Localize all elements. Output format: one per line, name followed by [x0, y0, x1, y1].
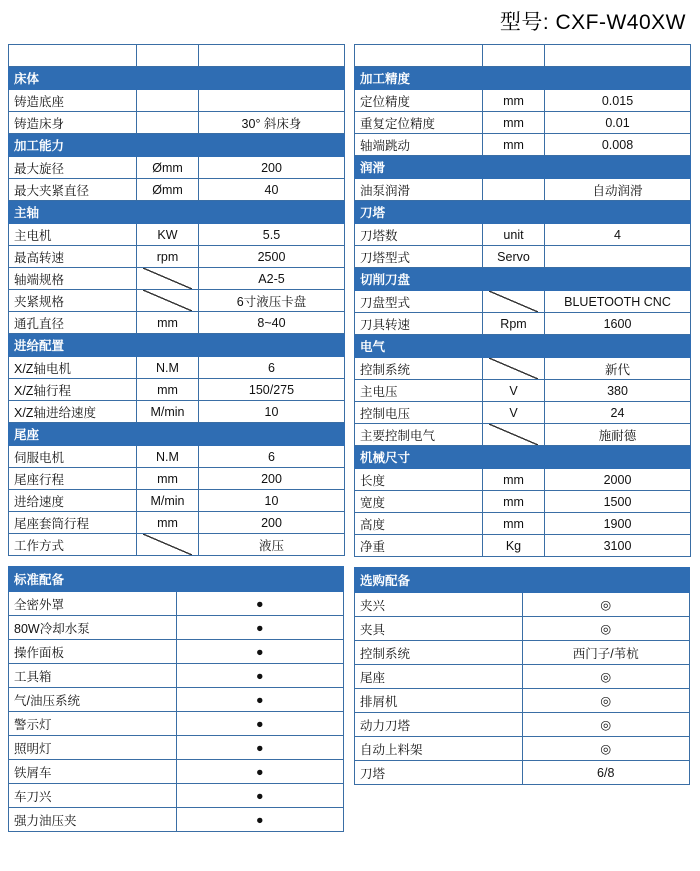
spec-value: 24: [545, 402, 691, 424]
spec-param-name: 宽度: [355, 491, 483, 513]
config-row: [9, 736, 344, 760]
spec-section-row: [9, 67, 345, 90]
config-item-mark: ●: [176, 712, 344, 736]
config-item-mark: ◎: [522, 665, 690, 689]
left-column: [8, 44, 344, 832]
spec-param-name: 高度: [355, 513, 483, 535]
header-param: 参数项: [9, 45, 137, 67]
config-item-mark: ●: [176, 592, 344, 616]
spec-row: [355, 402, 691, 424]
spec-unit: Kg: [483, 535, 545, 557]
spec-param-name: 定位精度: [355, 90, 483, 112]
spec-param-name: 轴端规格: [9, 268, 137, 290]
spec-unit-slash: [483, 291, 545, 313]
spec-unit: mm: [483, 90, 545, 112]
spec-value: 5.5: [199, 224, 345, 246]
config-row: [355, 617, 690, 641]
spec-param-name: 最大旋径: [9, 157, 137, 179]
spec-param-name: 刀塔型式: [355, 246, 483, 268]
spec-param-name: 最大夹紧直径: [9, 179, 137, 201]
spec-param-name: 主电机: [9, 224, 137, 246]
config-row: [9, 760, 344, 784]
spec-value: 1600: [545, 313, 691, 335]
spec-unit-slash: [483, 358, 545, 380]
spec-value: 380: [545, 380, 691, 402]
spec-row: [355, 513, 691, 535]
spec-row: [9, 246, 345, 268]
spec-unit: mm: [137, 512, 199, 534]
config-item-name: 气/油压系统: [9, 688, 177, 712]
config-item-name: 动力刀塔: [355, 713, 523, 737]
header-value: 参数值: [545, 45, 691, 67]
config-row: [9, 664, 344, 688]
config-item-mark: ●: [176, 736, 344, 760]
spec-unit: mm: [137, 379, 199, 401]
config-row: [9, 712, 344, 736]
config-item-name: 操作面板: [9, 640, 177, 664]
spec-param-name: 夹紧规格: [9, 290, 137, 312]
header-unit: 单位: [483, 45, 545, 67]
spec-section-row: [9, 201, 345, 224]
spec-param-name: 重复定位精度: [355, 112, 483, 134]
left-table-body: [9, 67, 345, 556]
spec-section-label: 加工能力: [9, 134, 345, 157]
spec-unit: Ømm: [137, 179, 199, 201]
config-item-name: 工具箱: [9, 664, 177, 688]
spec-row: [355, 112, 691, 134]
config-item-mark: ●: [176, 808, 344, 832]
spec-unit: [137, 90, 199, 112]
standard-config-body: [9, 592, 344, 832]
spec-value: 6寸液压卡盘: [199, 290, 345, 312]
spec-value: 自动润滑: [545, 179, 691, 201]
spec-row: [9, 157, 345, 179]
config-item-name: 照明灯: [9, 736, 177, 760]
config-row: [355, 737, 690, 761]
spec-row: [355, 491, 691, 513]
spec-unit: mm: [483, 513, 545, 535]
spec-section-label: 切削刀盘: [355, 268, 691, 291]
right-spec-table: [354, 44, 691, 557]
spec-row: [9, 512, 345, 534]
table-header-row: [9, 45, 345, 67]
spec-unit-slash: [137, 268, 199, 290]
spec-unit: rpm: [137, 246, 199, 268]
columns-container: [8, 44, 692, 832]
config-row: [355, 641, 690, 665]
spec-value: A2-5: [199, 268, 345, 290]
spec-row: [9, 224, 345, 246]
spec-unit: KW: [137, 224, 199, 246]
config-item-mark: ◎: [522, 593, 690, 617]
spec-unit-slash: [137, 534, 199, 556]
spec-section-label: 进给配置: [9, 334, 345, 357]
config-row: [355, 593, 690, 617]
header-param: 参数项: [355, 45, 483, 67]
spec-unit: Servo: [483, 246, 545, 268]
spec-row: [9, 179, 345, 201]
spec-unit: unit: [483, 224, 545, 246]
spec-section-row: [355, 156, 691, 179]
spec-param-name: 铸造底座: [9, 90, 137, 112]
header-unit: 单位: [137, 45, 199, 67]
config-row: [9, 592, 344, 616]
spec-value: 10: [199, 490, 345, 512]
spec-param-name: 净重: [355, 535, 483, 557]
spec-unit: mm: [137, 312, 199, 334]
spec-value: 200: [199, 157, 345, 179]
config-item-name: 全密外罩: [9, 592, 177, 616]
standard-config-header: [9, 567, 344, 592]
spec-param-name: 铸造床身: [9, 112, 137, 134]
spec-value: 新代: [545, 358, 691, 380]
spec-row: [9, 90, 345, 112]
spec-row: [355, 224, 691, 246]
spec-value: 4: [545, 224, 691, 246]
spec-section-row: [9, 334, 345, 357]
config-item-mark: ●: [176, 760, 344, 784]
spec-section-row: [355, 67, 691, 90]
spec-value: 2000: [545, 469, 691, 491]
spec-unit-slash: [137, 290, 199, 312]
spec-section-label: 电气: [355, 335, 691, 358]
spec-section-row: [9, 134, 345, 157]
config-item-mark: ●: [176, 640, 344, 664]
spec-value: 0.015: [545, 90, 691, 112]
spec-param-name: 进给速度: [9, 490, 137, 512]
config-item-name: 铁屑车: [9, 760, 177, 784]
spec-value: 0.01: [545, 112, 691, 134]
spec-row: [355, 246, 691, 268]
spec-row: [355, 535, 691, 557]
config-item-name: 警示灯: [9, 712, 177, 736]
optional-config-table: [354, 567, 690, 785]
spec-value: 3100: [545, 535, 691, 557]
spec-unit: N.M: [137, 357, 199, 379]
config-row: [9, 616, 344, 640]
spec-row: [9, 534, 345, 556]
spec-value: [545, 246, 691, 268]
spec-row: [355, 90, 691, 112]
spec-param-name: X/Z轴电机: [9, 357, 137, 379]
spec-section-label: 加工精度: [355, 67, 691, 90]
spec-unit: V: [483, 380, 545, 402]
spec-row: [355, 358, 691, 380]
config-item-mark: ●: [176, 664, 344, 688]
config-item-mark: ●: [176, 616, 344, 640]
config-row: [355, 713, 690, 737]
spec-row: [9, 357, 345, 379]
spec-section-label: 尾座: [9, 423, 345, 446]
config-row: [355, 665, 690, 689]
spec-section-row: [9, 423, 345, 446]
spec-param-name: 伺服电机: [9, 446, 137, 468]
config-item-name: 自动上料架: [355, 737, 523, 761]
config-item-mark: 6/8: [522, 761, 690, 785]
spec-row: [9, 112, 345, 134]
standard-config-title: 标准配备: [9, 567, 344, 592]
spec-row: [9, 290, 345, 312]
spec-param-name: 工作方式: [9, 534, 137, 556]
table-header-row: [355, 45, 691, 67]
spec-unit: mm: [483, 469, 545, 491]
config-item-name: 夹具: [355, 617, 523, 641]
spec-row: [355, 134, 691, 156]
spec-unit-slash: [483, 424, 545, 446]
spec-section-row: [355, 201, 691, 224]
spec-row: [355, 179, 691, 201]
spec-row: [9, 490, 345, 512]
spec-param-name: X/Z轴行程: [9, 379, 137, 401]
spec-row: [355, 291, 691, 313]
spec-value: 0.008: [545, 134, 691, 156]
right-column: [354, 44, 690, 785]
config-item-name: 强力油压夹: [9, 808, 177, 832]
config-item-mark: ◎: [522, 737, 690, 761]
config-item-mark: ◎: [522, 689, 690, 713]
spec-row: [9, 401, 345, 423]
left-spec-table: [8, 44, 345, 556]
spec-value: 1500: [545, 491, 691, 513]
config-item-name: 排屑机: [355, 689, 523, 713]
spec-unit: mm: [483, 134, 545, 156]
config-item-mark: 西门子/苇杭: [522, 641, 690, 665]
spec-unit: [137, 112, 199, 134]
spec-value: 1900: [545, 513, 691, 535]
spec-row: [9, 312, 345, 334]
optional-config-header: [355, 568, 690, 593]
spec-unit: Ømm: [137, 157, 199, 179]
config-row: [9, 640, 344, 664]
spec-row: [355, 469, 691, 491]
spec-param-name: 尾座套筒行程: [9, 512, 137, 534]
config-item-mark: ●: [176, 784, 344, 808]
spec-row: [355, 380, 691, 402]
spec-value: 30° 斜床身: [199, 112, 345, 134]
spec-section-label: 主轴: [9, 201, 345, 224]
spec-value: 6: [199, 357, 345, 379]
optional-config-body: [355, 593, 690, 785]
spec-unit: mm: [137, 468, 199, 490]
spec-value: 8~40: [199, 312, 345, 334]
spec-value: 150/275: [199, 379, 345, 401]
spec-param-name: 最高转速: [9, 246, 137, 268]
spec-param-name: 控制电压: [355, 402, 483, 424]
spec-section-row: [355, 335, 691, 358]
spec-section-row: [355, 446, 691, 469]
config-row: [9, 688, 344, 712]
spec-param-name: 主要控制电气: [355, 424, 483, 446]
spec-section-label: 机械尺寸: [355, 446, 691, 469]
spec-unit: M/min: [137, 490, 199, 512]
spec-param-name: 刀塔数: [355, 224, 483, 246]
spec-value: 40: [199, 179, 345, 201]
config-item-mark: ●: [176, 688, 344, 712]
spec-value: [199, 90, 345, 112]
spec-unit: mm: [483, 491, 545, 513]
spec-param-name: 刀盘型式: [355, 291, 483, 313]
spec-row: [9, 468, 345, 490]
page-title: 型号: CXF-W40XW: [499, 11, 686, 34]
config-item-name: 刀塔: [355, 761, 523, 785]
standard-config-table: [8, 566, 344, 832]
spec-unit: N.M: [137, 446, 199, 468]
spec-param-name: X/Z轴进给速度: [9, 401, 137, 423]
spec-section-label: 刀塔: [355, 201, 691, 224]
spec-param-name: 通孔直径: [9, 312, 137, 334]
spec-unit: V: [483, 402, 545, 424]
config-row: [9, 784, 344, 808]
spec-value: 6: [199, 446, 345, 468]
spec-row: [9, 268, 345, 290]
spec-section-label: 润滑: [355, 156, 691, 179]
spec-param-name: 刀具转速: [355, 313, 483, 335]
spec-unit: Rpm: [483, 313, 545, 335]
spec-value: 液压: [199, 534, 345, 556]
config-item-name: 尾座: [355, 665, 523, 689]
spec-value: 2500: [199, 246, 345, 268]
spec-unit: mm: [483, 112, 545, 134]
right-table-body: [355, 67, 691, 557]
spec-row: [9, 379, 345, 401]
config-item-name: 夹兴: [355, 593, 523, 617]
spec-param-name: 长度: [355, 469, 483, 491]
spec-param-name: 油泵润滑: [355, 179, 483, 201]
spec-value: 施耐德: [545, 424, 691, 446]
config-item-name: 80W冷却水泵: [9, 616, 177, 640]
config-item-mark: ◎: [522, 617, 690, 641]
header-value: 参数值: [199, 45, 345, 67]
spec-section-label: 床体: [9, 67, 345, 90]
spec-row: [355, 313, 691, 335]
config-row: [9, 808, 344, 832]
spec-param-name: 轴端跳动: [355, 134, 483, 156]
config-row: [355, 689, 690, 713]
config-item-name: 控制系统: [355, 641, 523, 665]
spec-unit: [483, 179, 545, 201]
spec-section-row: [355, 268, 691, 291]
spec-value: BLUETOOTH CNC: [545, 291, 691, 313]
spec-value: 10: [199, 401, 345, 423]
spec-value: 200: [199, 468, 345, 490]
spec-value: 200: [199, 512, 345, 534]
config-item-name: 车刀兴: [9, 784, 177, 808]
spec-row: [355, 424, 691, 446]
config-item-mark: ◎: [522, 713, 690, 737]
spec-param-name: 控制系统: [355, 358, 483, 380]
spec-param-name: 尾座行程: [9, 468, 137, 490]
spec-row: [9, 446, 345, 468]
spec-param-name: 主电压: [355, 380, 483, 402]
optional-config-title: 选购配备: [355, 568, 690, 593]
spec-unit: M/min: [137, 401, 199, 423]
config-row: [355, 761, 690, 785]
